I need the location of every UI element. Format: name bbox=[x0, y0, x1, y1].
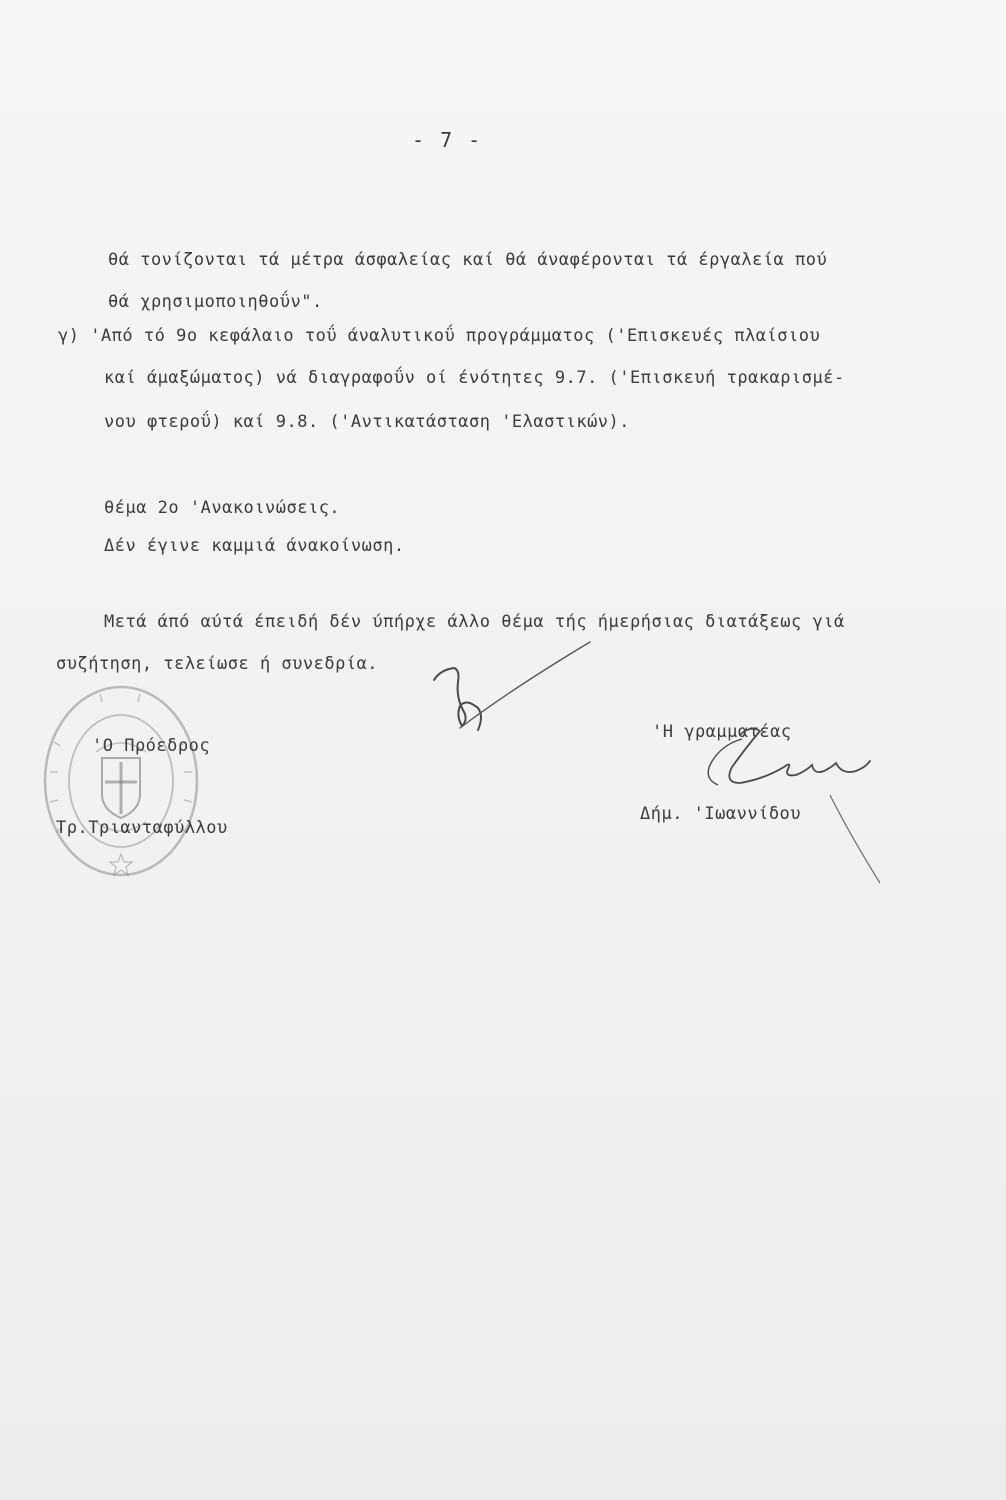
secretary-signature bbox=[680, 705, 880, 885]
president-title: 'Ο Πρόεδρος bbox=[92, 736, 211, 756]
body-line-2: θά χρησιμοποιηθοΰν". bbox=[108, 292, 323, 312]
secretary-title: 'Η γραμματέας bbox=[652, 722, 792, 742]
page-number: - 7 - bbox=[412, 128, 483, 152]
president-signature bbox=[420, 640, 600, 740]
body-line-1: θά τονίζονται τά μέτρα άσφαλείας καί θά άναφέρονται τά έργαλεία πού bbox=[108, 250, 828, 270]
body-line-3: γ) 'Από τό 9ο κεφάλαιο τοΰ άναλυτικοΰ προγράμματος ('Επισκευές πλαίσιου bbox=[58, 326, 821, 346]
body-line-5: νου φτεροΰ) καί 9.8. ('Αντικατάσταση 'Ελαστικών). bbox=[104, 412, 631, 432]
body-line-8: Μετά άπό αύτά έπειδή δέν ύπήρχε άλλο θέμα τής ήμερήσιας διατάξεως γιά bbox=[104, 612, 845, 632]
president-name: Τρ.Τριανταφύλλου bbox=[56, 818, 228, 838]
secretary-name: Δήμ. 'Ιωαννίδου bbox=[640, 804, 802, 824]
body-line-7: Δέν έγινε καμμιά άνακοίνωση. bbox=[104, 536, 405, 556]
body-line-9: συζήτηση, τελείωσε ή συνεδρία. bbox=[56, 654, 379, 674]
section-heading: θέμα 2ο 'Ανακοινώσεις. bbox=[104, 498, 341, 518]
body-line-4: καί άμαξώματος) νά διαγραφοΰν οί ένότητες 9.7. ('Επισκευή τρακαρισμέ- bbox=[104, 368, 845, 388]
official-stamp bbox=[40, 682, 202, 880]
